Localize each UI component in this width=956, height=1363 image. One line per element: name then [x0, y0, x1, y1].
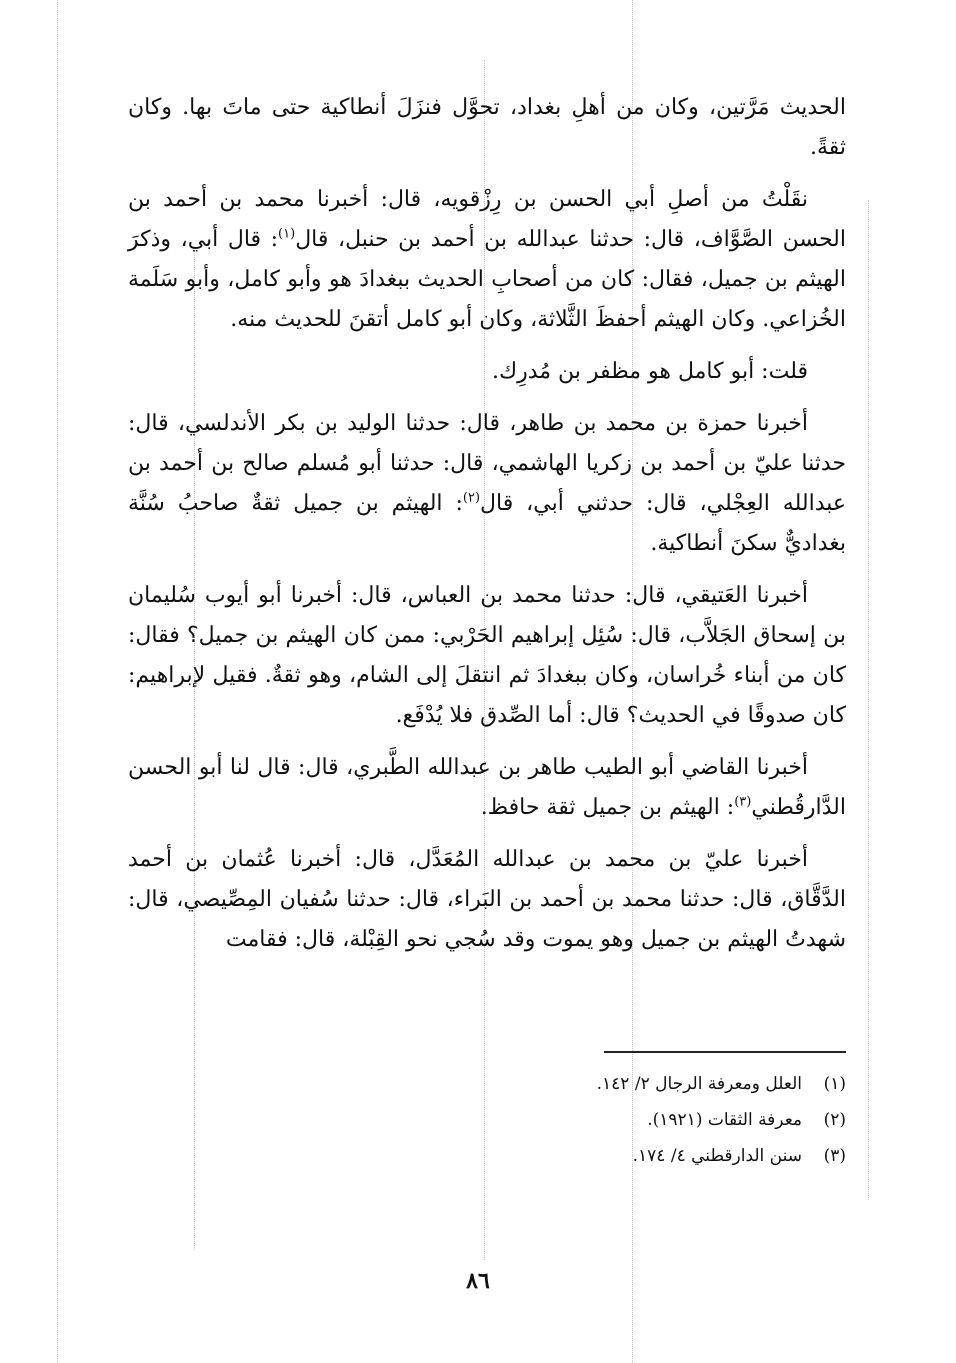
paragraph-text: : قال أبي، وذكرَ الهيثم بن جميل، فقال: كان من أصحابِ الحديث ببغدادَ هو وأبو كامل، وأبو سَلَمة الخُزاعي. وكان الهيثم أحفظَ الثَّلاثة، وكان أبو كامل أتقنَ للحديث منه.: [128, 227, 846, 332]
paragraph-text: أخبرنا القاضي أبو الطيب طاهر بن عبدالله الطَّبري، قال: قال لنا أبو الحسن الدَّارقُطني: [128, 755, 846, 820]
paragraph-text: أخبرنا حمزة بن محمد بن طاهر، قال: حدثنا الوليد بن بكر الأندلسي، قال: حدثنا عليّ بن أحمد بن زكريا الهاشمي، قال: حدثنا أبو مُسلم صالح بن أحمد بن عبدالله العِجْلي، قال: حدثني أبي، قال: [128, 411, 847, 516]
paragraph-text: أخبرنا العَتيقي، قال: حدثنا محمد بن العباس، قال: أخبرنا أبو أيوب سُليمان بن إسحاق الجَلاَّب، قال: سُئِل إبراهيم الحَرْبي: ممن كان الهيثم بن جميل؟ فقال: كان من أبناء خُراسان، وكان ببغدادَ ثم انتقلَ إلى الشام، وهو ثقةٌ. فقيل لإبراهيم: كان صدوقًا في الحديث؟ قال: أما الصِّدق فلا يُدْفَع.: [128, 583, 846, 728]
footnote-item: [300, 1102, 846, 1138]
footnote-text: سنن الدارقطني ٤/ ١٧٤.: [632, 1146, 802, 1166]
paragraph: [128, 576, 846, 736]
paragraph: [128, 748, 846, 828]
paragraph-text: نقَلْتُ من أصلِ أبي الحسن بن رِزْقويه، قال: أخبرنا محمد بن أحمد بن الحسن الصَّوَّاف، قال: حدثنا عبدالله بن أحمد بن حنبل، قال: [128, 187, 846, 252]
scan-guide-line: [868, 200, 869, 1200]
footnote-text: العلل ومعرفة الرجال ٢/ ١٤٢.: [596, 1074, 802, 1094]
paragraph: [128, 180, 846, 340]
paragraph: [128, 88, 846, 168]
footnote-separator: [604, 1051, 846, 1053]
page-number: ٨٦: [466, 1268, 490, 1294]
footnote-number: (٢): [823, 1110, 846, 1130]
paragraph: [128, 840, 846, 960]
footnote-number: (١): [823, 1074, 846, 1094]
paragraph-text: : الهيثم بن جميل ثقة حافظ.: [480, 795, 735, 820]
footnote-item: [300, 1066, 846, 1102]
scan-guide-line: [57, 0, 58, 1363]
footnote-marker: (٢): [462, 490, 481, 506]
paragraph-text: أخبرنا عليّ بن محمد بن عبدالله المُعَدَّل، قال: أخبرنا عُثمان بن أحمد الدَّقَّاق، قال: حدثنا محمد بن أحمد بن البَراء، قال: حدثنا سُفيان المِصِّيصي، قال: شهدتُ الهيثم بن جميل وهو يموت وقد سُجي نحو القِبْلة، قال: فقامت: [128, 847, 846, 952]
footnote-marker: (١): [278, 226, 296, 242]
footnote-marker: (٣): [734, 794, 752, 810]
paragraph: [128, 404, 846, 564]
paragraph-text: : الهيثم بن جميل ثقةٌ صاحبُ سُنَّة بغداديٌّ سكنَ أنطاكية.: [128, 491, 846, 556]
main-text: [128, 88, 846, 972]
footnote-item: [300, 1138, 846, 1174]
paragraph: [128, 352, 846, 392]
paragraph-text: قلت: أبو كامل هو مظفر بن مُدرِك.: [491, 359, 808, 384]
footnote-number: (٣): [823, 1146, 846, 1166]
footnotes: [300, 1066, 846, 1174]
footnote-text: معرفة الثقات (١٩٢١).: [647, 1110, 802, 1130]
paragraph-text: الحديث مَرَّتين، وكان من أهلِ بغداد، تحوَّل فنزَلَ أنطاكية حتى ماتَ بها. وكان ثقةً.: [128, 95, 846, 160]
